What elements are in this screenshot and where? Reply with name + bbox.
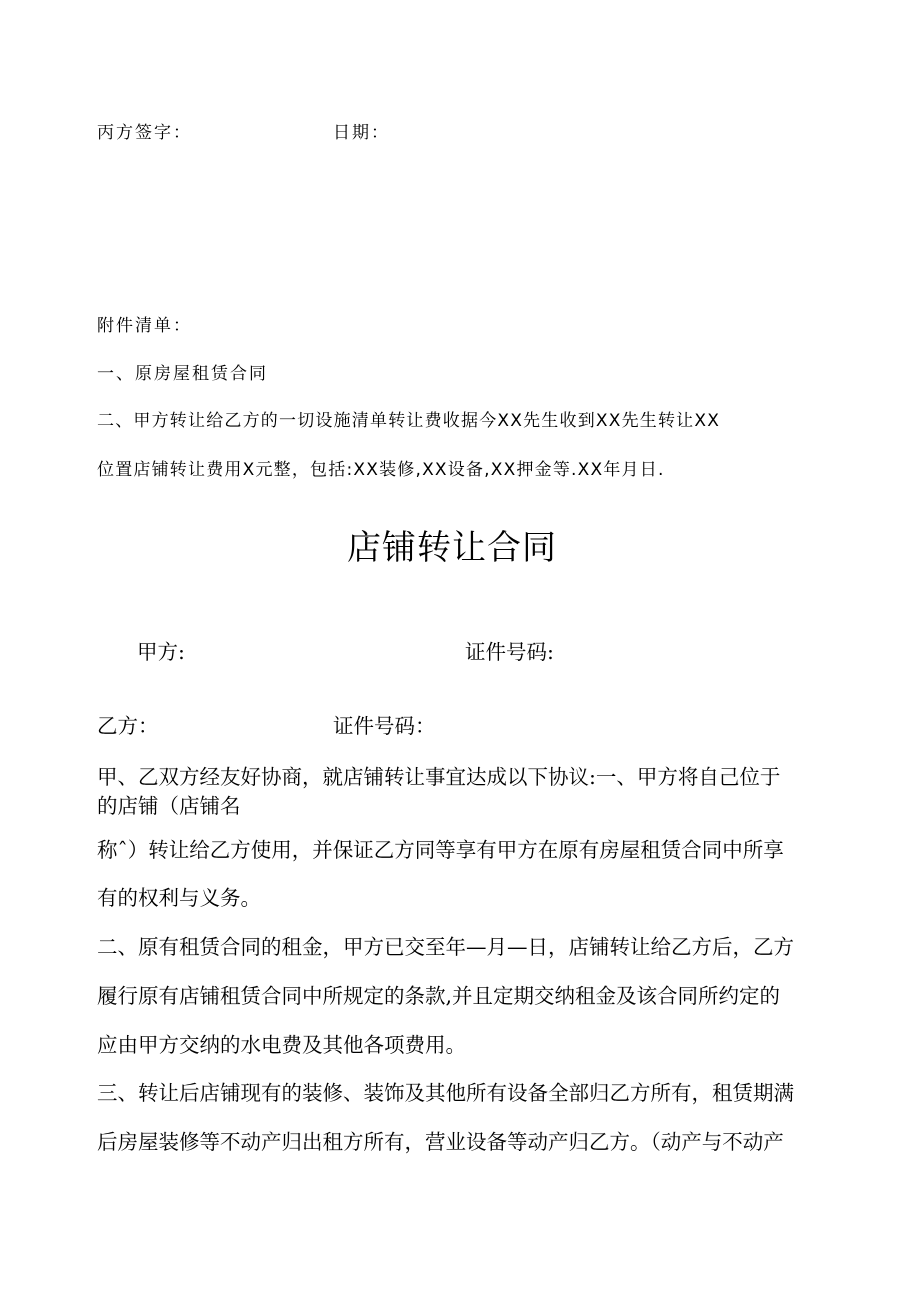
party-a-id-label: 证件号码: [465,640,554,664]
party-a-label: 甲方: [137,640,185,664]
contract-paragraph-line: 的店铺（店铺名 [97,794,241,818]
contract-paragraph-line: 履行原有店铺租赁合同中所规定的条款,并且定期交纳租金及该合同所约定的 [97,984,781,1008]
party-b-label: 乙方： [97,714,159,738]
party-b-id-label: 证件号码： [333,714,436,738]
contract-paragraph-line: 后房屋装修等不动产归出租方所有，营业设备等动产归乙方。（动产与不动产 [97,1130,784,1154]
attachment-item-2-line-2: 位置店铺转让费用X元整，包括:XX装修,XX设备,XX押金等.XX年月日. [97,460,665,480]
attachment-item-2-line-1: 二、甲方转让给乙方的一切设施清单转让费收据今XX先生收到XX先生转让XX [97,411,721,431]
date-label: 日期： [333,123,390,143]
attachment-item-1: 一、原房屋租赁合同 [97,364,268,384]
contract-paragraph-line: 有的权利与义务。 [97,886,261,910]
attachment-heading: 附件清单： [97,316,192,336]
contract-paragraph-line: 二、原有租赁合同的租金，甲方已交至年—月—日，店铺转让给乙方后，乙方 [97,935,794,959]
party-c-signature-label: 丙方签字： [97,123,192,143]
contract-paragraph-line: 应由甲方交纳的水电费及其他各项费用。 [97,1033,466,1057]
contract-paragraph-line: 称ˆ）转让给乙方使用，并保证乙方同等享有甲方在原有房屋租赁合同中所享 [97,838,784,862]
contract-paragraph-line: 三、转让后店铺现有的装修、装饰及其他所有设备全部归乙方所有，租赁期满 [97,1081,794,1105]
contract-title: 店铺转让合同 [347,528,557,568]
contract-paragraph-line: 甲、乙双方经友好协商，就店铺转让事宜达成以下协议:一、甲方将自己位于 [97,765,781,789]
